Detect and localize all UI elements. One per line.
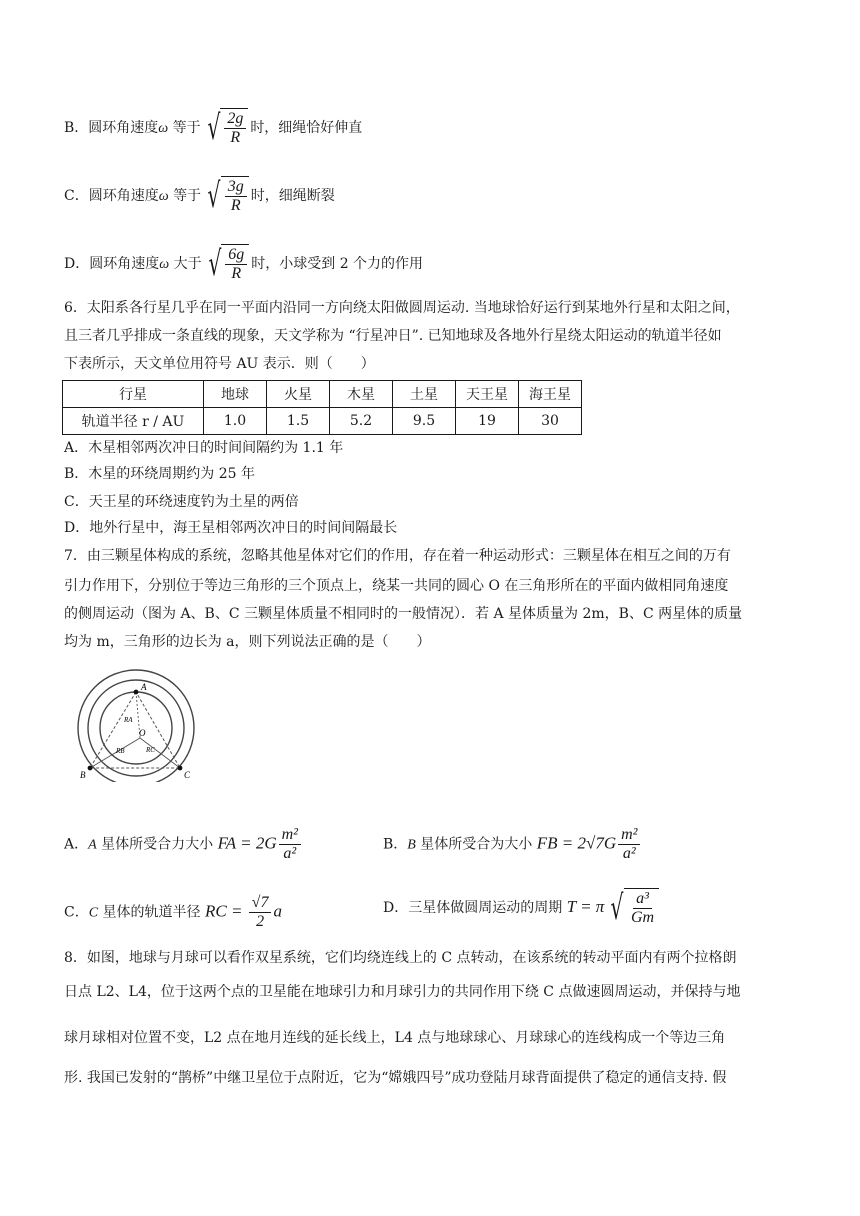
- denominator: R: [230, 129, 241, 146]
- q8-line-3: 球月球相对位置不变，L2 点在地月连线的延长线上，L4 点与地球球心、月球球心的连线构成一个等边三角: [64, 1030, 726, 1046]
- denominator: R: [231, 265, 242, 282]
- q6-line-2: 且三者几乎排成一条直线的现象，天文学称为 “行星冲日”. 已知地球及各地外行星绕太阳运动的轨道半径如: [64, 328, 722, 344]
- q7-option-b-formula: FB = 2√7G: [536, 833, 617, 853]
- q8-line-2: 日点 L2、L4，位于这两个点的卫星能在地球引力和月球引力的共同作用下绕 C 点做速圆周运动，并保持与地: [64, 984, 741, 1000]
- table-header-row: [63, 381, 582, 408]
- q7-option-b-var: B: [407, 837, 416, 853]
- q6-option-a: A．木星相邻两次冲日的时间间隔约为 1.1 年: [64, 440, 344, 456]
- q7-option-b-text: 星体所受合为大小: [415, 836, 537, 853]
- q7-option-c: [64, 894, 282, 931]
- q7-option-a-prefix: A．: [64, 836, 89, 853]
- q8-line-1: 8．如图，地球与月球可以看作双星系统，它们均绕连线上的 C 点转动，在该系统的转动平面内有两个拉格朗: [64, 950, 737, 966]
- q6-line-3: 下表所示，天文单位用符号 AU 表示．则（ ）: [64, 356, 375, 372]
- denominator: 2: [256, 913, 265, 930]
- numerator: m²: [618, 826, 640, 845]
- denominator: a²: [283, 845, 297, 862]
- label-rc: RC: [146, 746, 155, 754]
- omega-symbol: ω: [159, 257, 170, 272]
- q7-option-d-formula: T = π: [566, 897, 605, 916]
- q5-option-d: [64, 244, 423, 284]
- label-a: A: [141, 682, 147, 692]
- label-c: C: [184, 770, 191, 780]
- q5-option-c: [64, 176, 335, 216]
- q7-option-a-text: 星体所受合力大小: [96, 836, 218, 853]
- middle-orbit: [88, 680, 184, 776]
- q6-option-b: B．木星的环绕周期约为 25 年: [64, 466, 256, 482]
- q7-line-3: 的侧周运动（图为 A、B、C 三颗星体质量不相同时的一般情况）．若 A 星体质量为 2m，B、C 两星体的质量: [64, 606, 743, 622]
- q7-option-b-prefix: B．: [383, 836, 408, 853]
- table-header-cell: 海王星: [519, 381, 582, 408]
- table-header-cell: 行星: [63, 381, 204, 408]
- table-row-label: 轨道半径 r / AU: [63, 408, 204, 435]
- q5-option-c-label: C．圆环角速度: [64, 188, 159, 204]
- sqrt-expression: √ $\frac{2g}{R}$: [203, 108, 249, 148]
- q7-option-c-formula: RC =: [204, 901, 247, 921]
- numerator: 6g: [225, 246, 247, 265]
- q5-option-b-label: B．圆环角速度: [64, 120, 159, 136]
- q8-line-4: 形. 我国已发射的“鹊桥”中继卫星位于点附近，它为“嫦娥四号”成功登陆月球背面提供了稳定的通信支持. 假: [64, 1070, 727, 1086]
- q5-option-c-tail: 时，细绳断裂: [250, 188, 335, 204]
- q6-option-c: C．天王星的环绕速度钓为土星的两倍: [64, 494, 299, 510]
- numerator: a³: [633, 890, 652, 909]
- denominator: a²: [622, 845, 636, 862]
- numerator: √7: [249, 894, 272, 913]
- numerator: 2g: [224, 110, 246, 129]
- omega-symbol: ω: [158, 121, 169, 136]
- q5-option-b-mid: 等于: [172, 120, 201, 136]
- sqrt-expression: √ $\frac{3g}{R}$: [203, 176, 249, 216]
- denominator: Gm: [631, 909, 655, 926]
- q6-option-d: D．地外行星中，海王星相邻两次冲日的时间间隔最长: [64, 520, 398, 536]
- q7-option-c-text: 星体的轨道半径: [98, 904, 205, 921]
- q5-option-d-mid: 大于: [173, 256, 202, 272]
- table-header-cell: 地球: [204, 381, 267, 408]
- inner-orbit: [100, 692, 172, 764]
- three-star-figure: [72, 664, 228, 782]
- q7-option-c-var: C: [88, 905, 99, 921]
- star-c: [178, 766, 183, 771]
- table-header-cell: 土星: [393, 381, 456, 408]
- table-cell: 1.0: [204, 408, 267, 435]
- table-cell: 9.5: [393, 408, 456, 435]
- q7-option-c-prefix: C．: [64, 904, 89, 921]
- q7-option-c-tail: a: [273, 901, 282, 921]
- q5-option-b-tail: 时，细绳恰好伸直: [250, 120, 363, 136]
- star-a: [134, 690, 139, 695]
- table-row: [63, 408, 582, 435]
- q5-option-d-tail: 时，小球受到 2 个力的作用: [251, 256, 424, 272]
- table-header-cell: 木星: [330, 381, 393, 408]
- q6-line-1: 6．太阳系各行星几乎在同一平面内沿同一方向绕太阳做圆周运动. 当地球恰好运行到某地外行星和太阳之间，: [64, 300, 740, 316]
- label-b: B: [80, 770, 86, 780]
- star-b: [88, 766, 93, 771]
- q5-option-d-label: D．圆环角速度: [64, 256, 160, 272]
- q7-option-a-formula: FA = 2G: [217, 833, 277, 853]
- sqrt-expression: √ $\frac{6g}{R}$: [204, 244, 250, 284]
- q7-line-4: 均为 m，三角形的边长为 a，则下列说法正确的是（ ）: [64, 634, 431, 650]
- denominator: R: [230, 197, 241, 214]
- numerator: 3g: [225, 178, 247, 197]
- q7-option-a: [64, 826, 303, 863]
- q7-option-b: [383, 826, 642, 863]
- q5-option-b: [64, 108, 362, 148]
- table-cell: 1.5: [267, 408, 330, 435]
- q7-option-d: [383, 888, 661, 928]
- table-cell: 30: [519, 408, 582, 435]
- q7-option-a-var: A: [88, 837, 97, 853]
- label-o: O: [139, 728, 146, 738]
- table-header-cell: 天王星: [456, 381, 519, 408]
- q7-option-d-text: D．三星体做圆周运动的周期: [383, 900, 567, 916]
- table-cell: 5.2: [330, 408, 393, 435]
- q5-option-c-mid: 等于: [173, 188, 202, 204]
- sqrt-expression: √ $\frac{\text{a³}}{Gm}$: [606, 888, 659, 928]
- omega-symbol: ω: [158, 189, 169, 204]
- orbit-radius-table: [62, 380, 582, 435]
- triangle: [90, 692, 180, 768]
- q7-line-1: 7．由三颗星体构成的系统，忽略其他星体对它们的作用，存在着一种运动形式：三颗星体在相互之间的万有: [64, 548, 731, 564]
- label-ra: RA: [124, 716, 133, 724]
- q7-line-2: 引力作用下，分别位于等边三角形的三个顶点上，绕某一共同的圆心 O 在三角形所在的平面内做相同角速度: [64, 578, 729, 594]
- table-header-cell: 火星: [267, 381, 330, 408]
- label-rb: RB: [116, 747, 125, 755]
- numerator: m²: [279, 826, 301, 845]
- table-cell: 19: [456, 408, 519, 435]
